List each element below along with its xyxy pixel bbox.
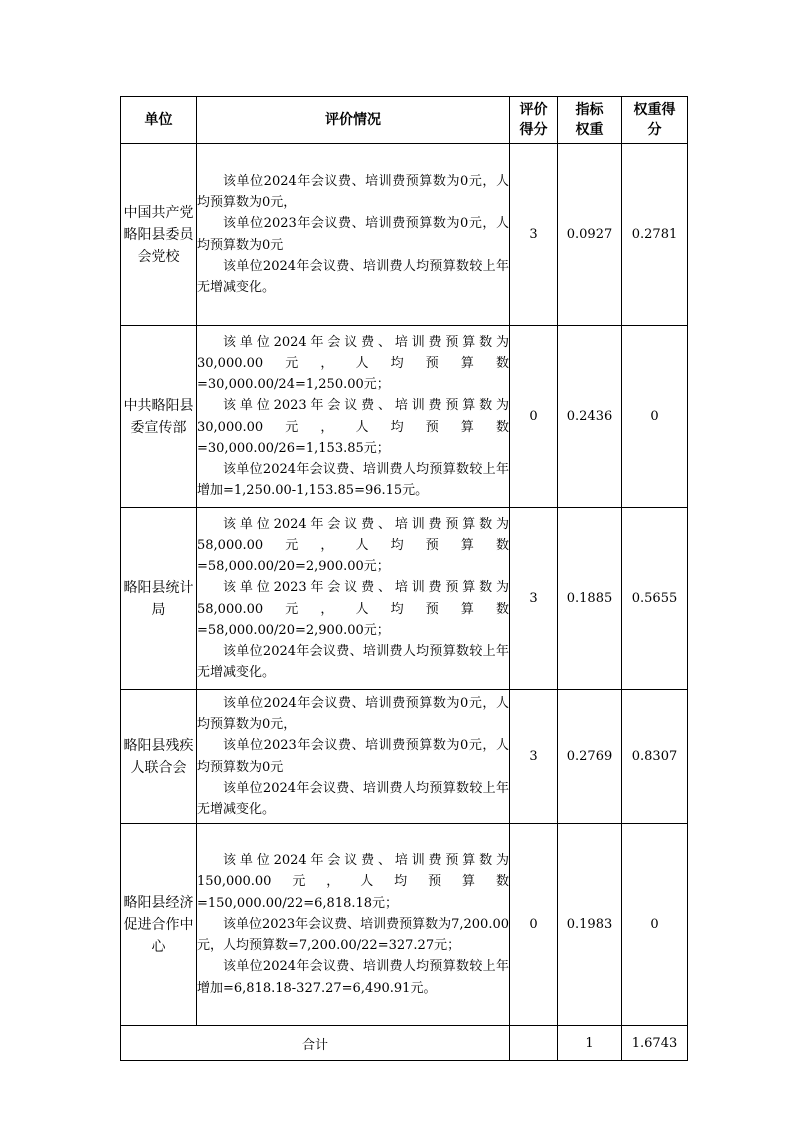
- score-cell: 0: [510, 824, 558, 1026]
- header-weighted-score: [622, 97, 688, 144]
- evaluation-cell: [197, 144, 510, 326]
- score-cell: 0: [510, 326, 558, 508]
- total-score: [510, 1026, 558, 1061]
- table-row: [121, 690, 688, 824]
- table-row: [121, 824, 688, 1026]
- weighted-score-cell: 0.8307: [622, 690, 688, 824]
- evaluation-line: 该单位2024年会议费、培训费人均预算数较上年增加=1,250.00-1,153.85=96.15元。: [197, 461, 509, 499]
- header-row: [121, 97, 688, 144]
- unit-cell: 略阳县经济促进合作中心: [121, 824, 197, 1026]
- header-score-text: 评价得分: [519, 102, 548, 138]
- weight-cell: 0.1885: [558, 508, 622, 690]
- table-row: [121, 508, 688, 690]
- header-score: [510, 97, 558, 144]
- header-weight-text: 指标权重: [575, 102, 604, 138]
- unit-cell: 中共略阳县委宣传部: [121, 326, 197, 508]
- evaluation-table: [120, 96, 688, 1061]
- evaluation-line: 该单位2024年会议费、培训费人均预算数较上年增加=6,818.18-327.27=6,490.91元。: [197, 959, 509, 996]
- evaluation-line: 该单位2024年会议费、培训费预算数为0元，人均预算数为0元，: [197, 173, 509, 211]
- evaluation-line: 该单位2024年会议费、培训费人均预算数较上年无增减变化。: [197, 643, 509, 681]
- evaluation-cell: [197, 824, 510, 1026]
- evaluation-line: 该单位2024年会议费、培训费人均预算数较上年无增减变化。: [197, 258, 509, 295]
- evaluation-line: 该单位2023年会议费、培训费预算数为58,000.00元，人均预算数=58,000.00/20=2,900.00元；: [197, 580, 509, 638]
- header-evaluation: 评价情况: [197, 97, 510, 144]
- total-label: 合计: [121, 1026, 510, 1061]
- score-cell: 3: [510, 508, 558, 690]
- evaluation-line: 该单位2023年会议费、培训费预算数为0元，人均预算数为0元: [197, 216, 509, 253]
- unit-cell: 中国共产党略阳县委员会党校: [121, 144, 197, 326]
- weighted-score-cell: 0: [622, 326, 688, 508]
- evaluation-line: 该单位2023年会议费、培训费预算数为0元，人均预算数为0元: [197, 738, 509, 775]
- table-row: [121, 144, 688, 326]
- weight-cell: 0.2769: [558, 690, 622, 824]
- weight-cell: 0.2436: [558, 326, 622, 508]
- evaluation-line: 该单位2023年会议费、培训费预算数为7,200.00元，人均预算数=7,200.00/22=327.27元；: [197, 916, 509, 954]
- total-weighted-score: 1.6743: [622, 1026, 688, 1061]
- header-unit: 单位: [121, 97, 197, 144]
- score-cell: 3: [510, 144, 558, 326]
- evaluation-line: 该单位2024年会议费、培训费预算数为30,000.00元，人均预算数=30,000.00/24=1,250.00元；: [197, 334, 509, 393]
- unit-cell: 略阳县统计局: [121, 508, 197, 690]
- weight-cell: 0.1983: [558, 824, 622, 1026]
- total-row: [121, 1026, 688, 1061]
- total-weight: 1: [558, 1026, 622, 1061]
- weighted-score-cell: 0.5655: [622, 508, 688, 690]
- weighted-score-cell: 0: [622, 824, 688, 1026]
- evaluation-line: 该单位2023年会议费、培训费预算数为30,000.00元，人均预算数=30,000.00/26=1,153.85元；: [197, 398, 509, 456]
- evaluation-cell: [197, 690, 510, 824]
- unit-cell: 略阳县残疾人联合会: [121, 690, 197, 824]
- table-row: [121, 326, 688, 508]
- weight-cell: 0.0927: [558, 144, 622, 326]
- weighted-score-cell: 0.2781: [622, 144, 688, 326]
- evaluation-line: 该单位2024年会议费、培训费预算数为0元，人均预算数为0元，: [197, 695, 509, 733]
- score-cell: 3: [510, 690, 558, 824]
- evaluation-line: 该单位2024年会议费、培训费预算数为58,000.00元，人均预算数=58,000.00/20=2,900.00元；: [197, 516, 509, 575]
- header-weighted-score-text: 权重得分: [633, 102, 676, 138]
- evaluation-line: 该单位2024年会议费、培训费人均预算数较上年无增减变化。: [197, 780, 509, 817]
- header-weight: [558, 97, 622, 144]
- evaluation-cell: [197, 326, 510, 508]
- evaluation-line: 该单位2024年会议费、培训费预算数为150,000.00元，人均预算数=150,000.00/22=6,818.18元；: [197, 853, 509, 911]
- evaluation-cell: [197, 508, 510, 690]
